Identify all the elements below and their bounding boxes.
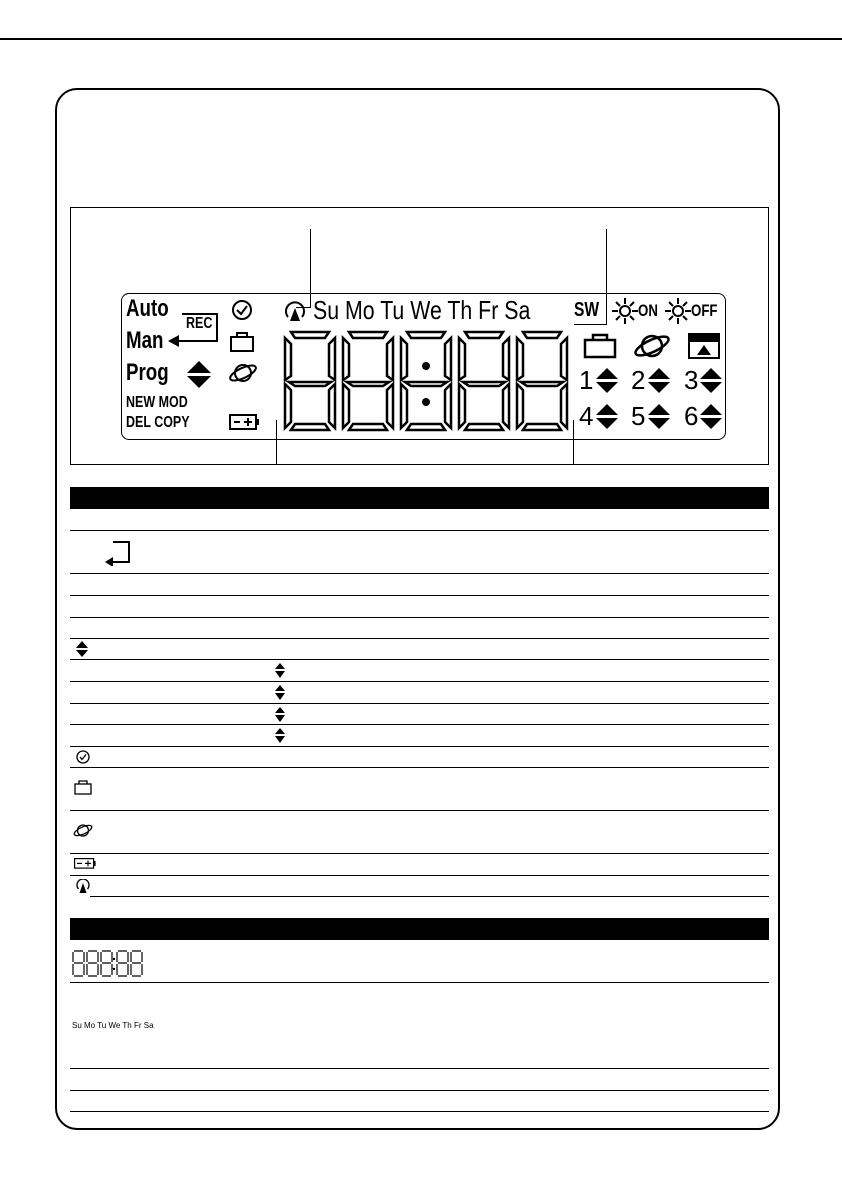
table-2-header-bar bbox=[70, 918, 769, 940]
table-rule bbox=[70, 1068, 769, 1069]
digit-2 bbox=[343, 332, 393, 430]
table-rule bbox=[70, 810, 769, 811]
sw-label: SW bbox=[574, 299, 600, 321]
day-labels bbox=[313, 297, 578, 323]
table-rule bbox=[70, 746, 769, 747]
channel-1-label: 1 bbox=[579, 365, 594, 395]
channel-5-label: 5 bbox=[631, 401, 646, 431]
day-th: Th bbox=[447, 295, 473, 325]
day-we: We bbox=[410, 295, 442, 325]
clock-icon bbox=[76, 750, 90, 764]
sun-on-icon bbox=[612, 298, 638, 324]
off-label: OFF bbox=[691, 301, 718, 320]
up-down-arrows-icon bbox=[187, 361, 211, 389]
up-down-arrows-icon bbox=[700, 404, 722, 430]
new-label: NEW bbox=[126, 394, 156, 411]
seven-segment-display bbox=[281, 330, 571, 434]
channel-6-label: 6 bbox=[684, 401, 699, 431]
table-rule bbox=[70, 767, 769, 768]
planet-icon bbox=[632, 330, 672, 362]
table-rule bbox=[70, 703, 769, 704]
table-1-header-bar bbox=[70, 487, 769, 509]
briefcase-icon bbox=[229, 331, 255, 353]
planet-icon bbox=[73, 822, 93, 839]
digit-4 bbox=[459, 332, 509, 430]
channel-3-label: 3 bbox=[684, 365, 699, 395]
table-rule bbox=[70, 853, 769, 854]
day-mo: Mo bbox=[345, 295, 375, 325]
table-rule bbox=[70, 638, 769, 639]
up-down-arrows-icon bbox=[76, 641, 88, 657]
colon-dot-bottom bbox=[422, 398, 430, 406]
sun-off-icon bbox=[665, 298, 691, 324]
window-shade-icon bbox=[688, 333, 720, 359]
table-rule bbox=[70, 1090, 769, 1091]
table-rule bbox=[70, 724, 769, 725]
day-sa: Sa bbox=[504, 295, 531, 325]
table-rule bbox=[70, 1111, 769, 1112]
rec-label: REC bbox=[186, 315, 213, 332]
up-down-arrows-icon bbox=[596, 404, 618, 430]
clock-icon bbox=[231, 299, 253, 321]
day-fr: Fr bbox=[478, 295, 499, 325]
page-top-rule bbox=[0, 38, 842, 40]
return-arrow-icon bbox=[105, 540, 131, 566]
up-down-arrows-icon bbox=[275, 663, 285, 678]
table-rule bbox=[70, 573, 769, 574]
table-rule bbox=[70, 530, 769, 531]
mode-man-label: Man bbox=[126, 327, 164, 354]
up-down-arrows-icon bbox=[648, 404, 670, 430]
up-down-arrows-icon bbox=[700, 368, 722, 394]
battery-icon bbox=[229, 414, 259, 430]
on-label: ON bbox=[638, 301, 658, 320]
seven-segment-small-icon bbox=[72, 950, 144, 978]
channel-4-label: 4 bbox=[579, 401, 594, 431]
new-mod-labels bbox=[126, 395, 205, 411]
table-rule bbox=[70, 875, 769, 876]
mod-label: MOD bbox=[158, 394, 188, 411]
up-down-arrows-icon bbox=[596, 368, 618, 394]
del-copy-labels bbox=[126, 415, 208, 431]
briefcase-icon bbox=[74, 780, 92, 795]
del-label: DEL bbox=[126, 414, 151, 431]
day-tu: Tu bbox=[380, 295, 405, 325]
radio-signal-icon bbox=[76, 879, 90, 894]
table-rule bbox=[90, 896, 769, 897]
up-down-arrows-icon bbox=[275, 728, 285, 743]
digit-1 bbox=[285, 332, 335, 430]
table-rule bbox=[70, 659, 769, 660]
table-rule bbox=[70, 681, 769, 682]
days-small-label: Su Mo Tu We Th Fr Sa bbox=[72, 1021, 154, 1030]
radio-signal-icon bbox=[284, 301, 306, 323]
briefcase-icon bbox=[583, 333, 617, 359]
planet-icon bbox=[228, 360, 258, 386]
up-down-arrows-icon bbox=[648, 368, 670, 394]
battery-icon bbox=[74, 858, 96, 869]
up-down-arrows-icon bbox=[275, 707, 285, 722]
digit-3 bbox=[401, 332, 451, 430]
channel-2-label: 2 bbox=[631, 365, 646, 395]
colon-dot-top bbox=[422, 362, 430, 370]
day-su: Su bbox=[313, 295, 340, 325]
mode-prog-label: Prog bbox=[126, 359, 169, 386]
mode-auto-label: Auto bbox=[126, 295, 169, 322]
table-rule bbox=[70, 617, 769, 618]
table-rule bbox=[70, 982, 769, 983]
up-down-arrows-icon bbox=[275, 685, 285, 700]
digit-5 bbox=[517, 332, 567, 430]
copy-label: COPY bbox=[154, 414, 190, 431]
table-rule bbox=[70, 595, 769, 596]
